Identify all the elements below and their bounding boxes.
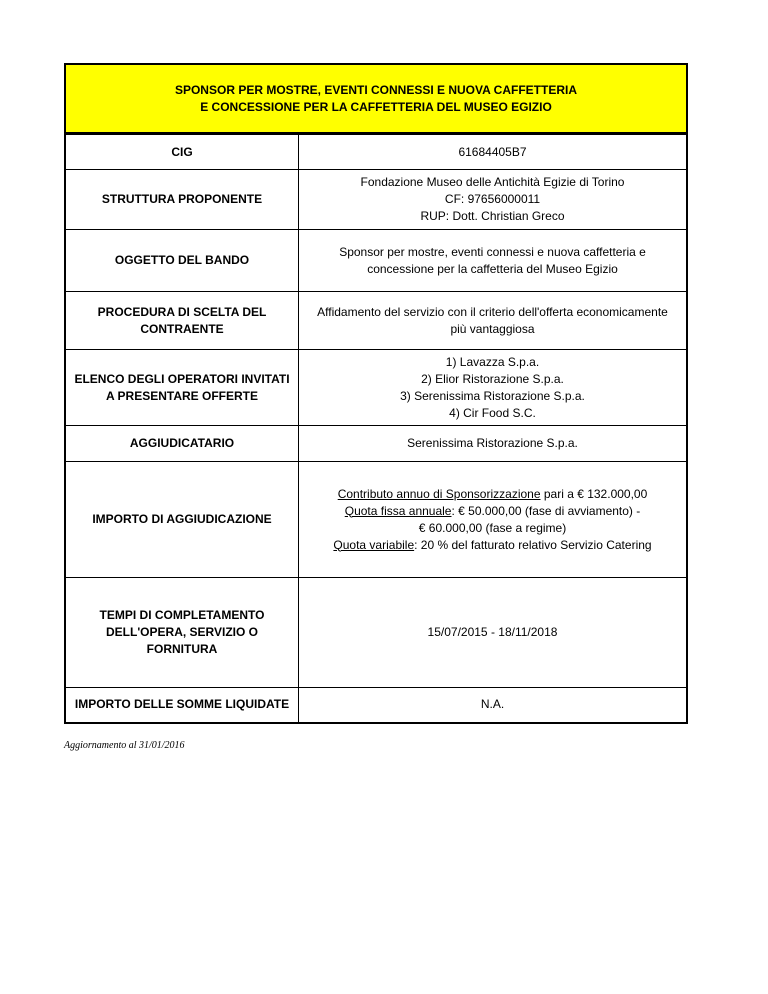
struttura-label: STRUTTURA PROPONENTE (65, 170, 299, 230)
oggetto-line: concessione per la caffetteria del Museo Egizio (367, 261, 618, 276)
quota-variabile-line (303, 537, 682, 554)
table-row-procedura (65, 292, 687, 350)
importo-aggiudicazione-label: IMPORTO DI AGGIUDICAZIONE (65, 462, 299, 578)
procedura-value (299, 292, 688, 350)
procedura-label-line: CONTRAENTE (140, 321, 224, 336)
struttura-line: RUP: Dott. Christian Greco (420, 209, 565, 223)
aggiudicatario-label: AGGIUDICATARIO (65, 426, 299, 462)
tempi-label-line: DELL'OPERA, SERVIZIO O (106, 625, 258, 639)
procedura-label (65, 292, 299, 350)
procedura-line: più vantaggiosa (450, 321, 535, 336)
table-row-somme-liquidate (65, 688, 687, 723)
operatori-line: 3) Serenissima Ristorazione S.p.a. (400, 388, 585, 403)
document-title (64, 63, 688, 134)
aggiudicatario-value: Serenissima Ristorazione S.p.a. (299, 426, 688, 462)
oggetto-line: Sponsor per mostre, eventi connessi e nuova caffetteria e (339, 244, 646, 259)
oggetto-label: OGGETTO DEL BANDO (65, 230, 299, 292)
struttura-value (299, 170, 688, 230)
quota-variabile-amount: : 20 % del fatturato relativo Servizio Catering (414, 537, 652, 552)
cig-value: 61684405B7 (299, 135, 688, 170)
table-row-tempi (65, 578, 687, 688)
operatori-label-line: ELENCO DEGLI OPERATORI INVITATI (74, 371, 290, 386)
tempi-label (65, 578, 299, 688)
info-table (64, 134, 688, 724)
quota-variabile-term: Quota variabile (333, 537, 415, 552)
document-sheet (64, 63, 688, 724)
quota-fissa-amount: : € 50.000,00 (fase di avviamento) - (451, 503, 641, 518)
table-row-operatori (65, 350, 687, 426)
contributo-line (303, 486, 682, 503)
quota-fissa-line (303, 503, 682, 520)
contributo-amount: pari a € 132.000,00 (540, 486, 648, 501)
quota-fissa-line-2: € 60.000,00 (fase a regime) (418, 520, 567, 535)
operatori-line: 2) Elior Ristorazione S.p.a. (421, 371, 564, 386)
somme-liquidate-value: N.A. (299, 688, 688, 723)
title-line-1: SPONSOR PER MOSTRE, EVENTI CONNESSI E NUOVA CAFFETTERIA (174, 82, 578, 97)
cig-label: CIG (65, 135, 299, 170)
operatori-label-line: A PRESENTARE OFFERTE (105, 388, 258, 403)
procedura-label-line: PROCEDURA DI SCELTA DEL (97, 304, 267, 319)
struttura-line: CF: 97656000011 (444, 192, 541, 206)
operatori-line: 4) Cir Food S.C. (449, 405, 536, 420)
update-note: Aggiornamento al 31/01/2016 (64, 740, 185, 751)
tempi-label-line: FORNITURA (146, 642, 218, 656)
procedura-line: Affidamento del servizio con il criterio dell'offerta economicamente (317, 304, 668, 319)
tempi-value: 15/07/2015 - 18/11/2018 (299, 578, 688, 688)
operatori-label (65, 350, 299, 426)
quota-fissa-term: Quota fissa annuale (344, 503, 452, 518)
table-row-aggiudicatario (65, 426, 687, 462)
table-row-importo-aggiudicazione (65, 462, 687, 578)
table-row-struttura (65, 170, 687, 230)
struttura-line: Fondazione Museo delle Antichità Egizie di Torino (360, 175, 625, 189)
title-line-2: E CONCESSIONE PER LA CAFFETTERIA DEL MUSEO EGIZIO (200, 99, 552, 114)
importo-aggiudicazione-value (299, 462, 688, 578)
oggetto-value (299, 230, 688, 292)
tempi-label-line: TEMPI DI COMPLETAMENTO (99, 608, 265, 622)
contributo-term: Contributo annuo di Sponsorizzazione (337, 486, 541, 501)
table-row-oggetto (65, 230, 687, 292)
operatori-line: 1) Lavazza S.p.a. (445, 354, 540, 369)
table-row-cig (65, 135, 687, 170)
operatori-value (299, 350, 688, 426)
somme-liquidate-label: IMPORTO DELLE SOMME LIQUIDATE (65, 688, 299, 723)
